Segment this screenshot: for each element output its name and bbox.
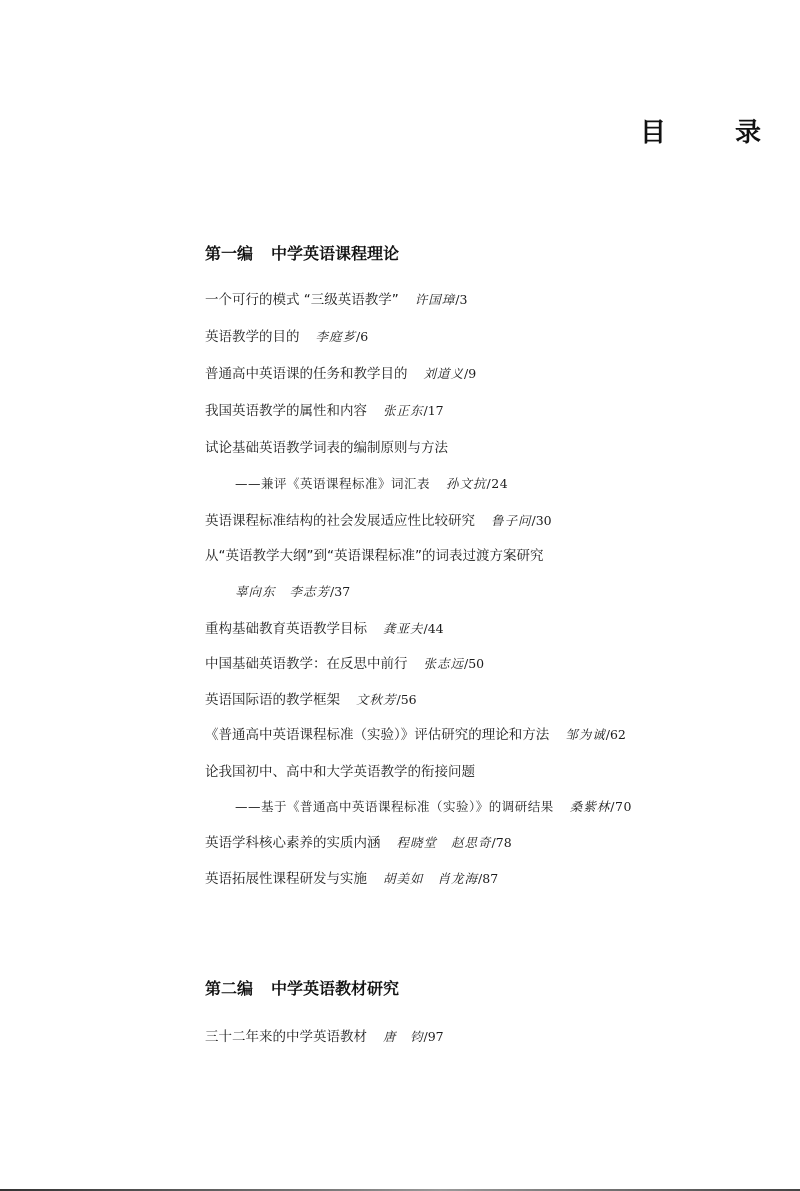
toc-entry[interactable] bbox=[205, 511, 552, 531]
section-title: 中学英语课程理论 bbox=[271, 244, 400, 263]
author-name: 桑紫林 bbox=[569, 799, 611, 814]
toc-entry[interactable] bbox=[235, 582, 350, 602]
toc-entry[interactable] bbox=[205, 762, 475, 782]
section-title: 中学英语教材研究 bbox=[271, 979, 400, 998]
section-number: 第一编 bbox=[205, 244, 254, 263]
page-number: /70 bbox=[610, 799, 632, 814]
entry-authors bbox=[491, 513, 532, 528]
section-heading bbox=[205, 241, 399, 264]
author-name: 张志远 bbox=[423, 656, 465, 671]
page-number: /3 bbox=[455, 292, 468, 307]
author-name: 鲁子问 bbox=[491, 513, 532, 528]
entry-authors bbox=[424, 656, 465, 671]
entry-authors bbox=[570, 799, 611, 814]
page-number: /17 bbox=[423, 403, 444, 418]
author-name: 唐 钧 bbox=[383, 1029, 424, 1044]
entry-authors bbox=[316, 329, 357, 344]
author-name: 赵思奇 bbox=[451, 835, 492, 850]
toc-entry[interactable] bbox=[205, 438, 448, 458]
page-number: /78 bbox=[491, 835, 512, 850]
entry-authors bbox=[356, 692, 397, 707]
entry-authors bbox=[565, 727, 606, 742]
author-name: 邹为诚 bbox=[565, 727, 606, 742]
entry-authors bbox=[397, 835, 492, 850]
entry-authors bbox=[383, 1029, 424, 1044]
page-number: /87 bbox=[478, 871, 499, 886]
entry-title: 普通高中英语课的任务和教学目的 bbox=[205, 366, 408, 382]
toc-entry[interactable] bbox=[205, 869, 498, 889]
toc-entry[interactable] bbox=[205, 690, 417, 710]
page-number: /37 bbox=[330, 584, 351, 599]
entry-authors bbox=[383, 621, 424, 636]
entry-title: 中国基础英语教学：在反思中前行 bbox=[205, 656, 408, 672]
entry-authors bbox=[415, 292, 456, 307]
entry-title: 英语国际语的教学框架 bbox=[205, 692, 340, 708]
entry-title: ——基于《普通高中英语课程标准（实验）》的调研结果 bbox=[235, 799, 554, 814]
entry-title: 英语课程标准结构的社会发展适应性比较研究 bbox=[205, 513, 475, 529]
page-number: /56 bbox=[396, 692, 417, 707]
author-name: 刘道义 bbox=[423, 366, 465, 381]
entry-authors bbox=[424, 366, 465, 381]
toc-entry[interactable] bbox=[205, 654, 484, 674]
toc-entry[interactable] bbox=[205, 1027, 444, 1047]
entry-title: 英语学科核心素养的实质内涵 bbox=[205, 835, 381, 851]
toc-entry[interactable] bbox=[205, 725, 626, 745]
section-number: 第二编 bbox=[205, 979, 254, 998]
author-name: 程晓堂 bbox=[396, 835, 438, 850]
toc-entry[interactable] bbox=[235, 474, 508, 494]
entry-title: 我国英语教学的属性和内容 bbox=[205, 403, 367, 419]
entry-title: 《普通高中英语课程标准（实验）》评估研究的理论和方法 bbox=[205, 727, 550, 743]
toc-entry[interactable] bbox=[205, 833, 512, 853]
page-number: /24 bbox=[486, 476, 509, 491]
author-name: 许国璋 bbox=[414, 292, 456, 307]
entry-authors bbox=[235, 584, 330, 599]
entry-title: 英语拓展性课程研发与实施 bbox=[205, 871, 367, 887]
author-name: 龚亚夫 bbox=[383, 621, 424, 636]
author-name: 胡美如 bbox=[383, 871, 424, 886]
entry-title: 试论基础英语教学词表的编制原则与方法 bbox=[205, 440, 448, 456]
toc-entry[interactable] bbox=[205, 546, 543, 566]
author-name: 辜向东 bbox=[235, 584, 276, 599]
page-number: /44 bbox=[423, 621, 444, 636]
entry-authors bbox=[446, 476, 487, 491]
entry-title: 英语教学的目的 bbox=[205, 329, 300, 345]
author-name: 李庭芗 bbox=[315, 329, 357, 344]
entry-title: 三十二年来的中学英语教材 bbox=[205, 1029, 367, 1045]
entry-authors bbox=[383, 871, 478, 886]
page-number: /6 bbox=[356, 329, 369, 344]
section-heading bbox=[205, 976, 399, 999]
toc-entry[interactable] bbox=[205, 619, 444, 639]
toc-entry[interactable] bbox=[205, 364, 476, 384]
author-name: 张正东 bbox=[383, 403, 424, 418]
page-number: /62 bbox=[605, 727, 626, 742]
toc-entry[interactable] bbox=[205, 327, 368, 347]
entry-authors bbox=[383, 403, 424, 418]
page-number: /97 bbox=[423, 1029, 444, 1044]
entry-title: 论我国初中、高中和大学英语教学的衔接问题 bbox=[205, 764, 475, 780]
author-name: 孙文抗 bbox=[446, 476, 487, 491]
page-number: /50 bbox=[464, 656, 485, 671]
author-name: 文秋芳 bbox=[356, 692, 397, 707]
page-number: /9 bbox=[464, 366, 477, 381]
entry-title: 从“英语教学大纲”到“英语课程标准”的词表过渡方案研究 bbox=[205, 548, 544, 564]
page-number: /30 bbox=[531, 513, 552, 528]
toc-entry[interactable] bbox=[205, 290, 467, 310]
entry-title: 一个可行的模式 “三级英语教学” bbox=[205, 292, 399, 308]
toc-entry[interactable] bbox=[205, 401, 444, 421]
entry-title: ——兼评《英语课程标准》词汇表 bbox=[235, 476, 431, 491]
entry-title: 重构基础教育英语教学目标 bbox=[205, 621, 367, 637]
author-name: 李志芳 bbox=[289, 584, 331, 599]
toc-entry[interactable] bbox=[235, 797, 632, 817]
author-name: 肖龙海 bbox=[437, 871, 479, 886]
page-title: 目 录 bbox=[640, 118, 792, 148]
